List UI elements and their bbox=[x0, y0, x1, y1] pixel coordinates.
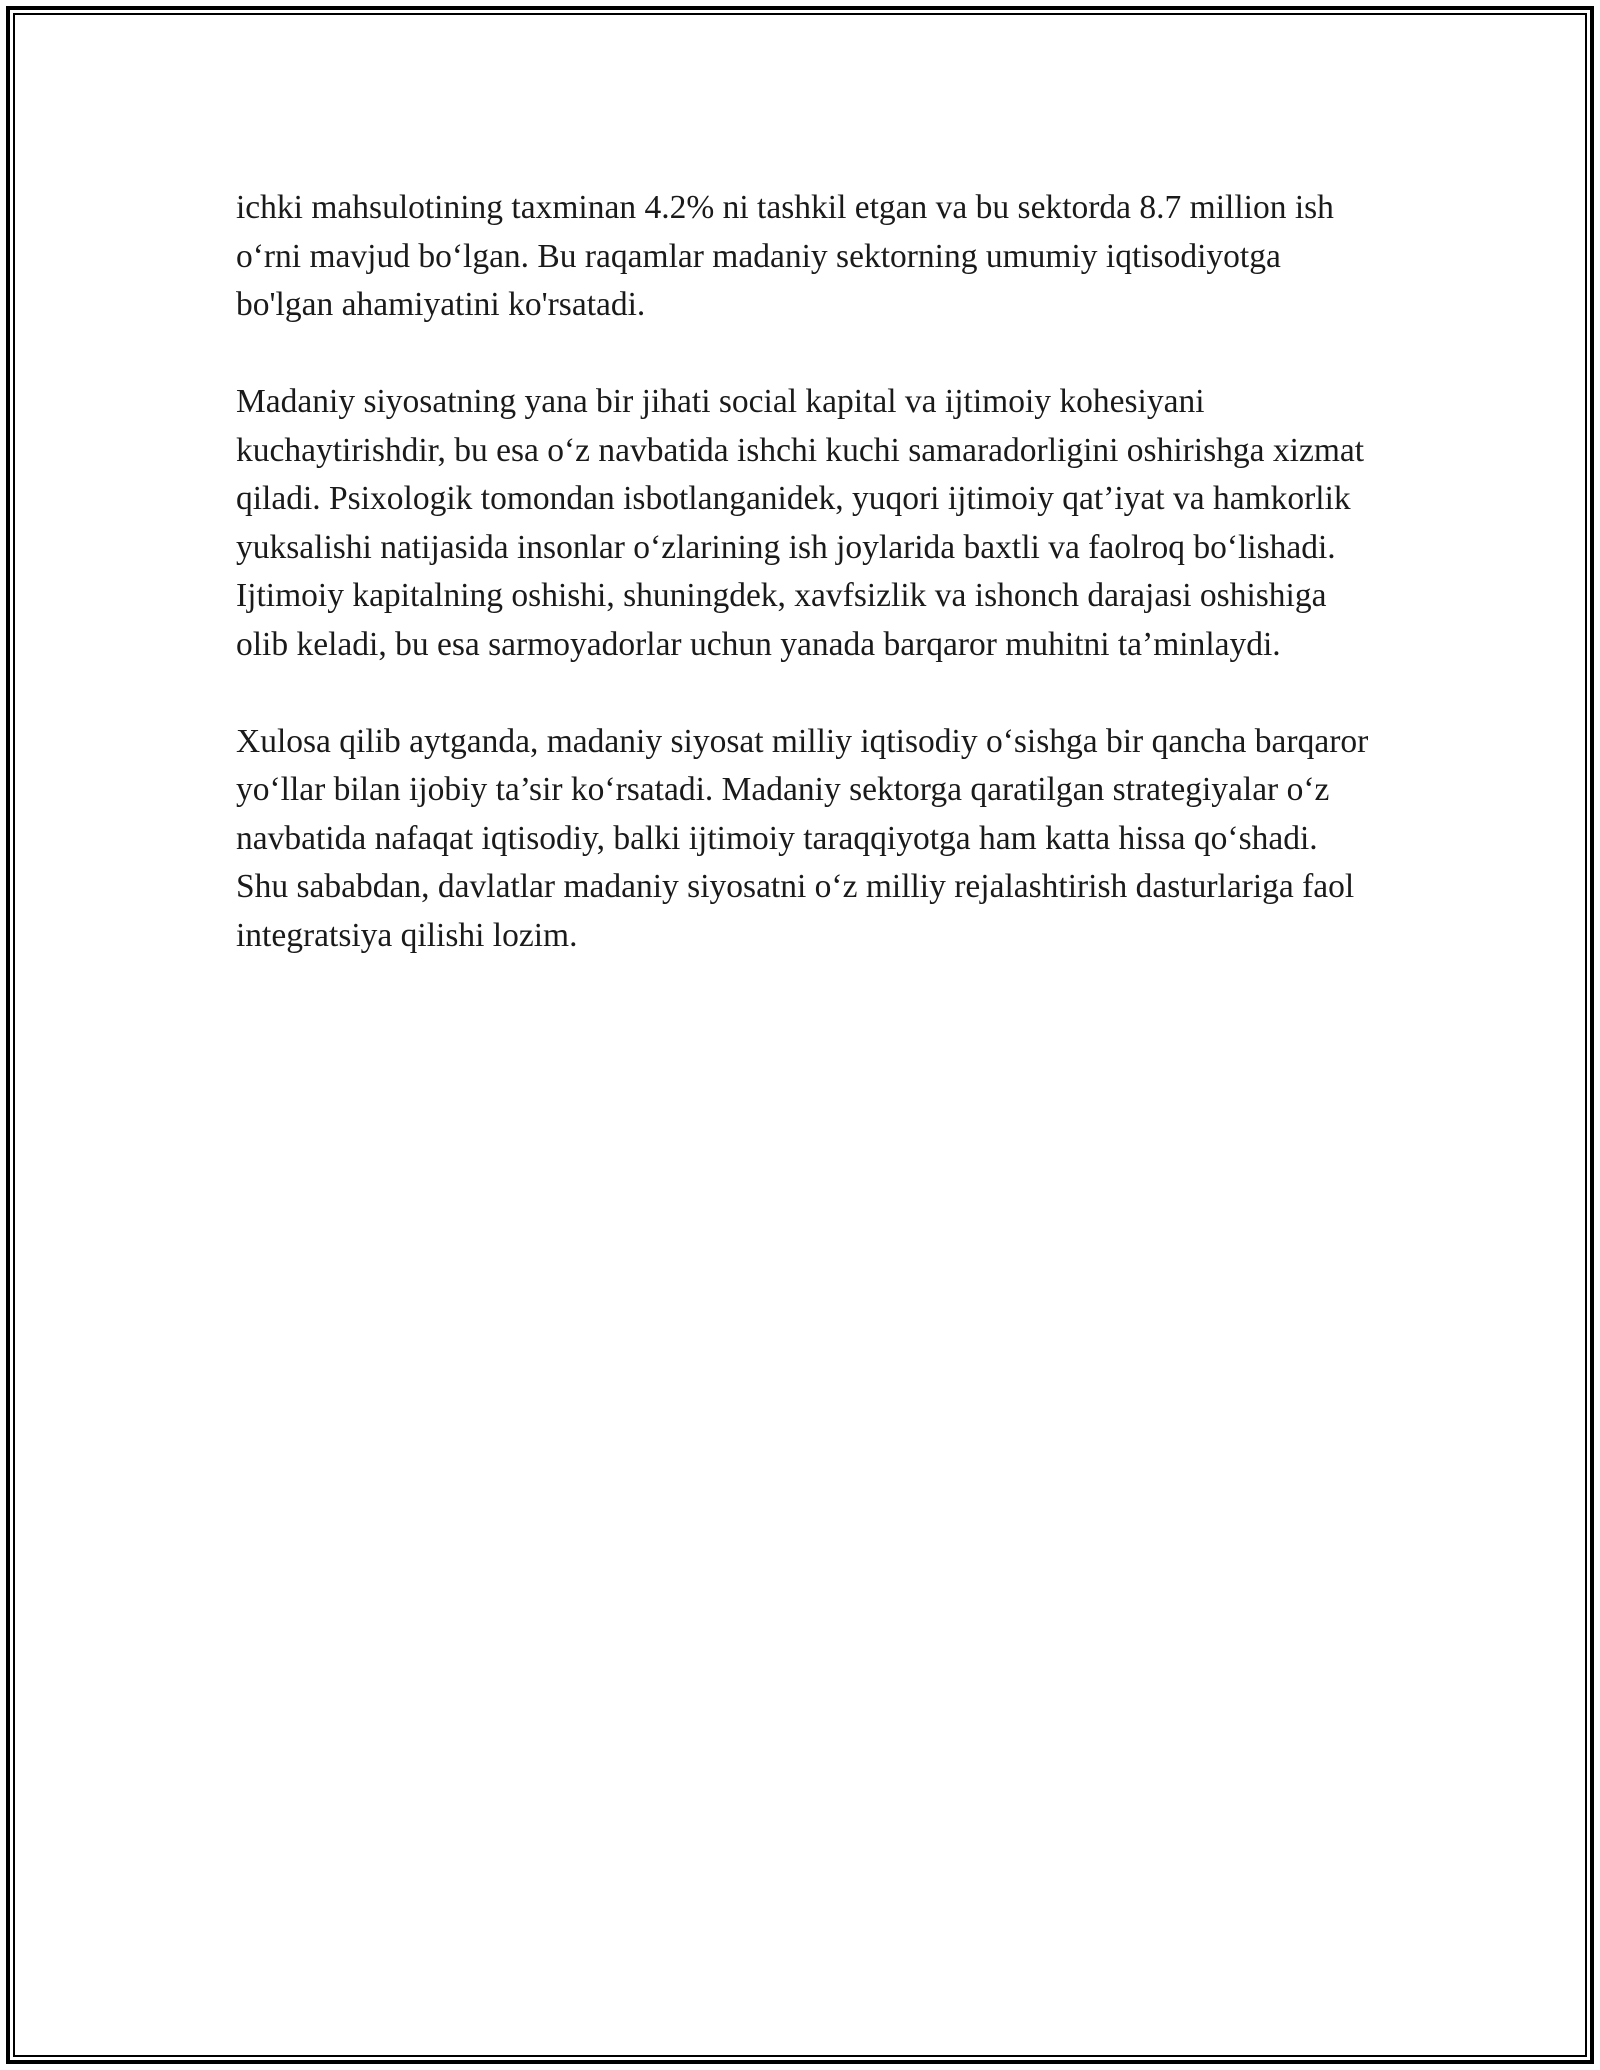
paragraph-3: Xulosa qilib aytganda, madaniy siyosat milliy iqtisodiy o‘sishga bir qancha barqaror yo‘llar bilan ijobiy ta’sir ko‘rsatadi. Madaniy sektorga qaratilgan strategiyalar o‘z navbatida nafaqat iqtisodiy, balki ijtimoiy taraqqiyotga ham katta hissa qo‘shadi. Shu sababdan, davlatlar madaniy siyosatni o‘z milliy rejalashtirish dasturlariga faol integratsiya qilishi lozim. bbox=[236, 722, 1369, 954]
paragraph-2: Madaniy siyosatning yana bir jihati social kapital va ijtimoiy kohesiyani kuchaytirishdir, bu esa o‘z navbatida ishchi kuchi samaradorligini oshirishga xizmat qiladi. Psixologik tomondan isbotlanganidek, yuqori ijtimoiy qat’iyat va hamkorlik yuksalishi natijasida insonlar o‘zlarining ish joylarida baxtli va faolroq bo‘lishadi. Ijtimoiy kapitalning oshishi, shuningdek, xavfsizlik va ishonch darajasi oshishiga olib keladi, bu esa sarmoyadorlar uchun yanada barqaror muhitni ta’minlaydi. bbox=[236, 383, 1365, 663]
document-body bbox=[236, 184, 1376, 1009]
paragraph-1: ichki mahsulotining taxminan 4.2% ni tashkil etgan va bu sektorda 8.7 million ish o‘rni mavjud bo‘lgan. Bu raqamlar madaniy sektorning umumiy iqtisodiyotga bo'lgan ahamiyatini ko'rsatadi. bbox=[236, 189, 1334, 323]
